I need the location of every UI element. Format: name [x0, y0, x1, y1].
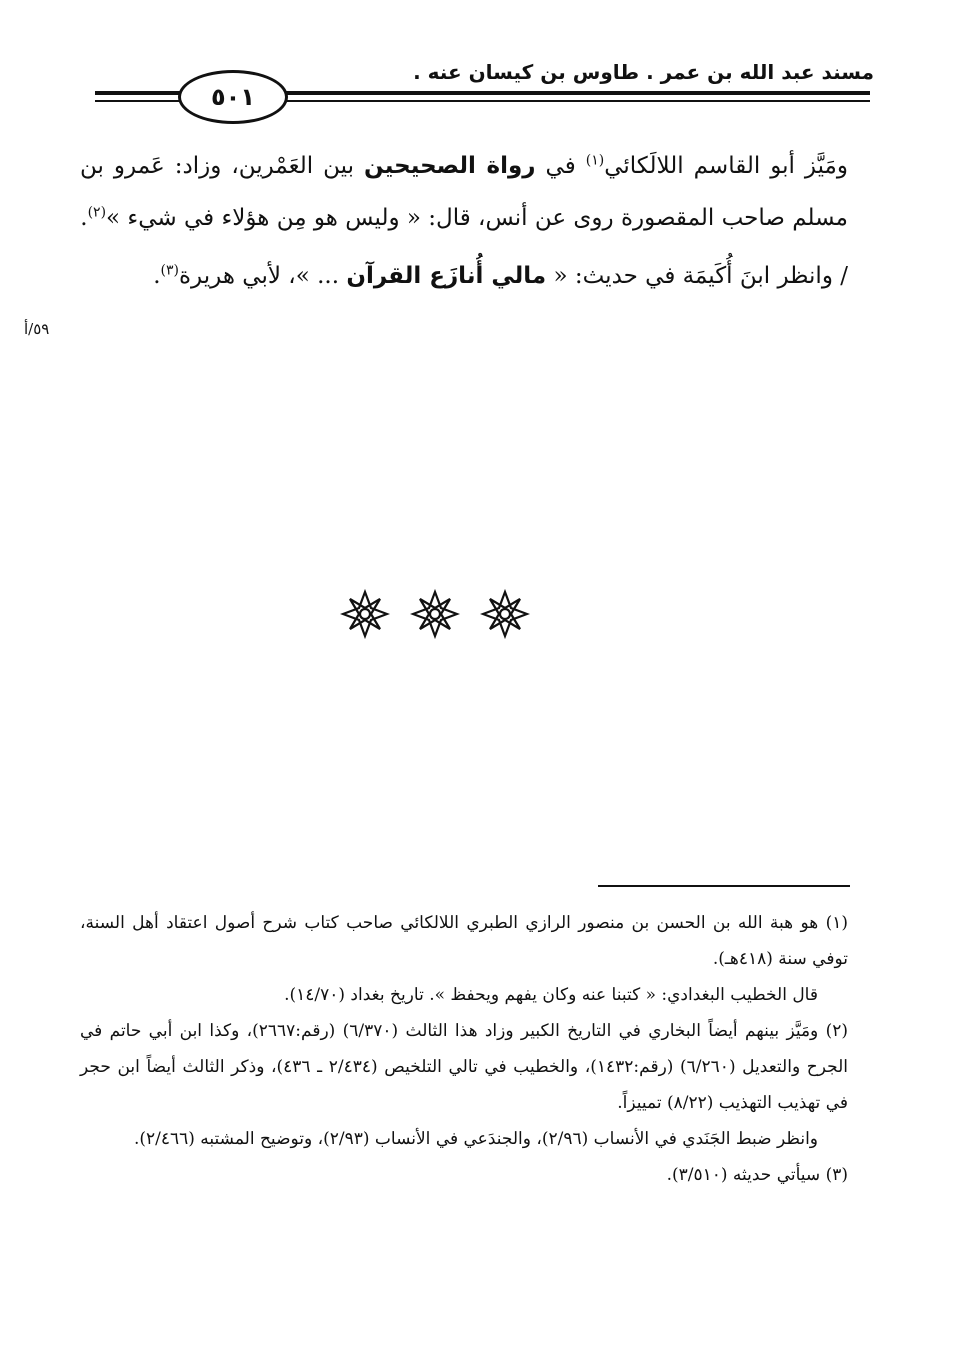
paragraph — [80, 140, 848, 244]
star-flower-icon — [410, 589, 460, 639]
footnote-3: (٣) سيأتي حديثه (٣/٥١٠). — [666, 1165, 848, 1185]
bold-phrase: مالي أُنازَع القرآن — [346, 263, 547, 289]
text-run: ومَيَّز أبو القاسم اللالَكائي — [604, 153, 848, 179]
star-flower-icon — [480, 589, 530, 639]
footnotes — [80, 905, 848, 1193]
section-ornament — [340, 588, 530, 640]
text-run: في — [535, 153, 586, 179]
footnote-2-continued: وانظر ضبط الجَنَدي في الأنساب (٢/٩٦)، والجندَعي في الأنساب (٢/٩٣)، وتوضيح المشتبه (٢/٤٦٦). — [133, 1129, 818, 1149]
text-run: / وانظر ابنَ أُكَيمَة في حديث: « — [546, 263, 848, 289]
footnote-1: (١) هو هبة الله بن الحسن بن منصور الرازي الطبري اللالكائي صاحب كتاب شرح أصول اعتقاد أهل السنة، توفي سنة (٤١٨هـ). — [80, 913, 848, 969]
page-number: ٥٠١ — [178, 70, 288, 124]
manuscript-folio-ref: ٥٩/أ — [24, 320, 50, 338]
text-run: بين العَمْرين، وزاد: عَمرو بن مسلم صاحب المقصورة روى عن أنس، قال: « وليس هو مِن هؤلاء في شيء » — [80, 153, 848, 231]
footnote-ref: (٣) — [160, 262, 179, 279]
text-run: ... »، لأبي هريرة — [179, 263, 347, 289]
footnote-separator — [598, 885, 850, 887]
footnote-ref: (٢) — [87, 204, 107, 221]
footnote-ref: (١) — [585, 152, 605, 169]
paragraph — [80, 250, 848, 302]
main-text — [80, 140, 848, 302]
footnote-2: (٢) ومَيَّز بينهم أيضاً البخاري في التاريخ الكبير وزاد هذا الثالث (٦/٣٧٠) (رقم:٢٦٦٧)، وكذا ابن أبي حاتم في الجرح والتعديل (٦/٢٦٠) (رقم:١٤٣٢)، والخطيب في تالي التلخيص (٢/٤٣٤ ـ ٤٣٦)، وذكر الثالث أيضاً ابن حجر في تهذيب التهذيب (٨/٢٢) تمييزاً. — [80, 1021, 849, 1113]
bold-phrase: رواة الصحيحين — [364, 153, 536, 179]
running-title: مسند عبد الله بن عمر . طاوس بن كيسان عنه . — [413, 60, 874, 84]
text-run: . — [153, 263, 161, 289]
text-run: . — [80, 205, 88, 231]
star-flower-icon — [340, 589, 390, 639]
footnote-1-quote: قال الخطيب البغدادي: « كتبنا عنه وكان يفهم ويحفظ ». تاريخ بغداد (١٤/٧٠). — [284, 985, 818, 1005]
